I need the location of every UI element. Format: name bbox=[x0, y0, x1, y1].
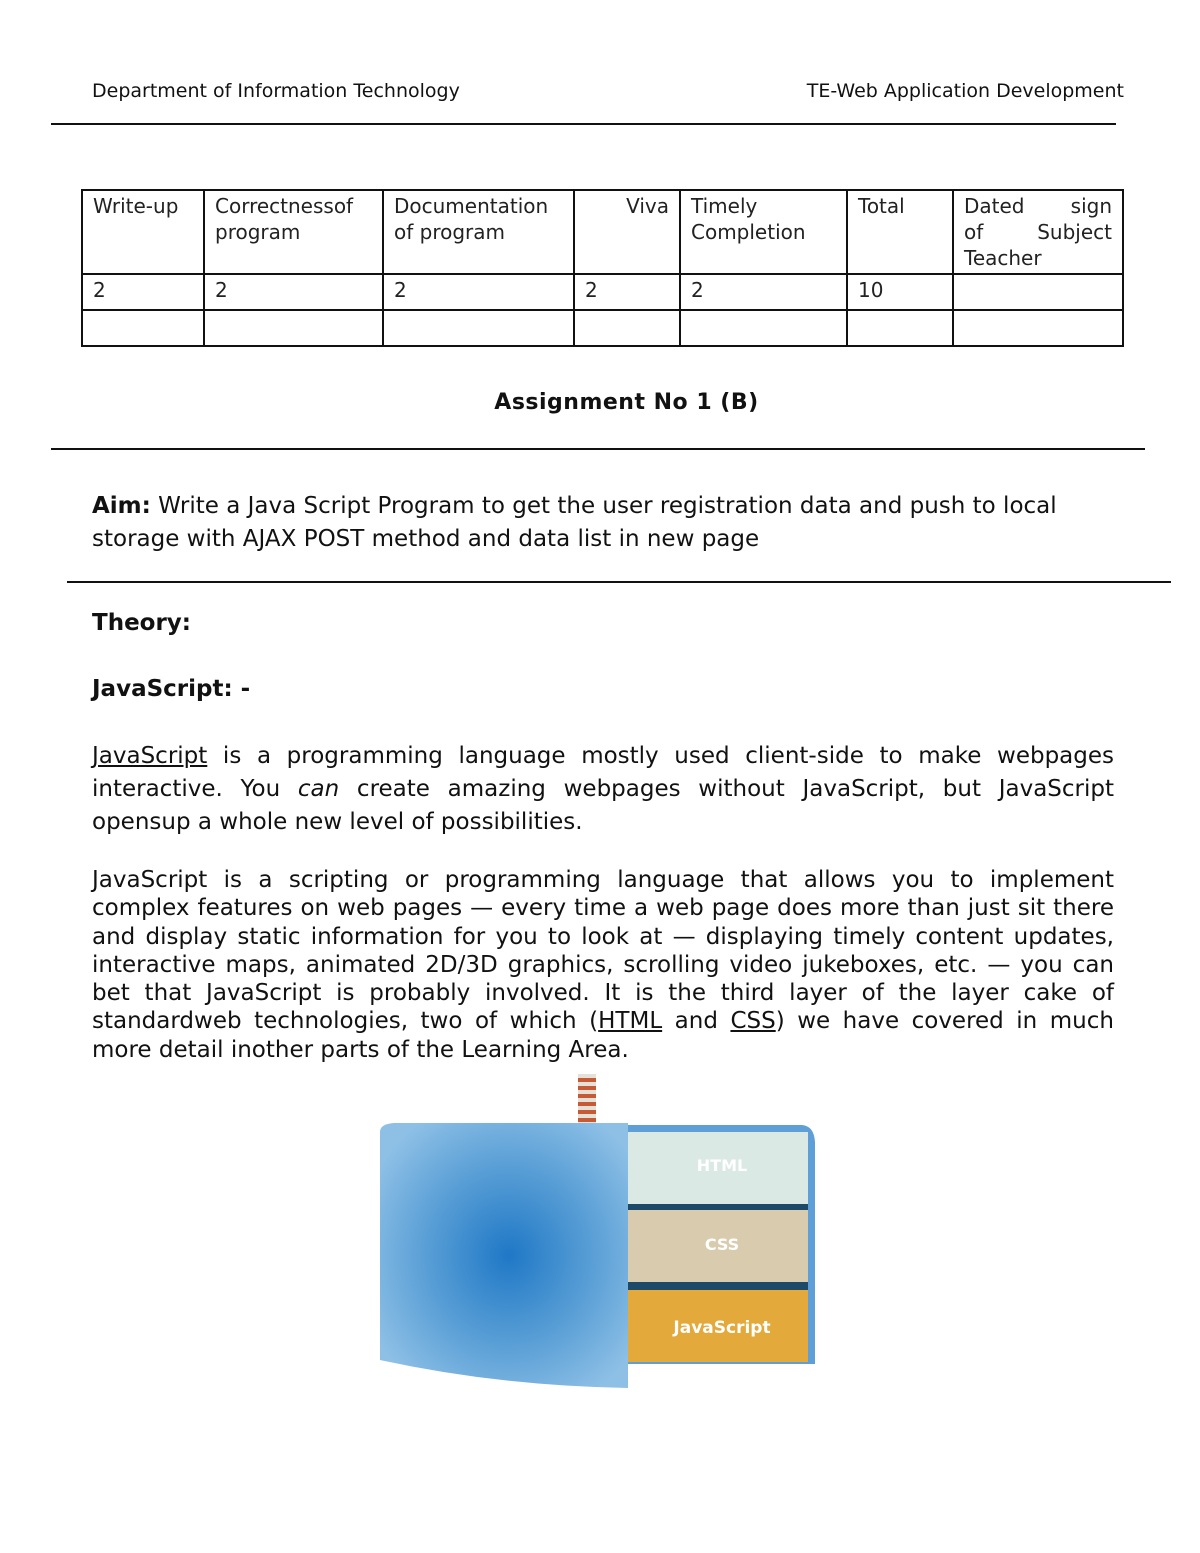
table-row bbox=[82, 274, 1123, 310]
blank-cell bbox=[680, 310, 847, 346]
layer-label-css: CSS bbox=[704, 1235, 740, 1254]
table-row-blank bbox=[82, 310, 1123, 346]
value-cell-total: 10 bbox=[847, 274, 953, 310]
title-divider bbox=[51, 448, 1145, 450]
header-cell-documentation: Documentation of program bbox=[383, 190, 574, 274]
header-cell-total: Total bbox=[847, 190, 953, 274]
blank-cell bbox=[204, 310, 383, 346]
header-cell-sign: Dated sign of Subject Teacher bbox=[953, 190, 1123, 274]
blank-cell bbox=[847, 310, 953, 346]
header-divider bbox=[51, 123, 1116, 125]
header-course: TE-Web Application Development bbox=[806, 80, 1124, 102]
blank-cell bbox=[953, 310, 1123, 346]
layer-separator-1 bbox=[628, 1204, 808, 1210]
cake-outer bbox=[380, 1123, 628, 1388]
layer-separator-2 bbox=[628, 1282, 808, 1290]
javascript-heading: JavaScript: - bbox=[92, 676, 251, 702]
layer-label-javascript: JavaScript bbox=[673, 1318, 771, 1338]
detail-paragraph bbox=[92, 866, 1114, 1064]
para1-emphasis: can bbox=[297, 776, 340, 802]
aim-label: Aim: bbox=[92, 493, 151, 519]
aim-divider bbox=[67, 581, 1171, 583]
header-cell-correctness: Correctnessof program bbox=[204, 190, 383, 274]
para2-text-a: JavaScript is a scripting or programming language that allows you to implement complex features on web pages — every time a web page does more than just sit there and display static information for you to look at — displaying timely content updates, interactive maps, animated 2D/3D graphics, scrolling video jukeboxes, etc. — you can bet that JavaScript is probably involved. It is the third layer of the layer cake of standardweb technologies, two of which ( bbox=[92, 867, 1114, 1035]
marks-table bbox=[81, 189, 1124, 347]
aim-text: Write a Java Script Program to get the user registration data and push to local storage with AJAX POST method and data list in new page bbox=[92, 493, 1057, 552]
blank-cell bbox=[383, 310, 574, 346]
header-department: Department of Information Technology bbox=[92, 80, 460, 102]
blank-cell bbox=[82, 310, 204, 346]
aim-statement bbox=[92, 490, 1112, 556]
header-cell-timely: Timely Completion bbox=[680, 190, 847, 274]
layer-label-html: HTML bbox=[696, 1156, 748, 1175]
candle bbox=[578, 1074, 596, 1124]
html-link[interactable]: HTML bbox=[598, 1008, 663, 1035]
blank-cell bbox=[574, 310, 680, 346]
table-header-row bbox=[82, 190, 1123, 274]
layer-cake-figure bbox=[370, 1070, 825, 1390]
para2-text-b: and bbox=[662, 1008, 731, 1035]
value-cell-writeup: 2 bbox=[82, 274, 204, 310]
value-cell-correctness: 2 bbox=[204, 274, 383, 310]
value-cell-timely: 2 bbox=[680, 274, 847, 310]
value-cell-sign bbox=[953, 274, 1123, 310]
intro-paragraph bbox=[92, 740, 1114, 839]
para2-text-c: ) we have covered in much more detail inother parts of the Learning Area. bbox=[92, 1008, 1114, 1063]
css-link[interactable]: CSS bbox=[730, 1008, 776, 1035]
layer-cake-illustration bbox=[370, 1070, 825, 1390]
javascript-link[interactable]: JavaScript bbox=[92, 743, 208, 769]
theory-heading: Theory: bbox=[92, 610, 191, 636]
value-cell-viva: 2 bbox=[574, 274, 680, 310]
assignment-title: Assignment No 1 (B) bbox=[494, 390, 759, 415]
header-cell-viva: Viva bbox=[574, 190, 680, 274]
para1-text-b: create amazing webpages without JavaScript, but JavaScript opensup a whole new level of possibilities. bbox=[92, 776, 1114, 835]
header-cell-writeup: Write-up bbox=[82, 190, 204, 274]
value-cell-documentation: 2 bbox=[383, 274, 574, 310]
para1-text-a: is a programming language mostly used client-side to make webpages interactive. You bbox=[92, 743, 1114, 802]
